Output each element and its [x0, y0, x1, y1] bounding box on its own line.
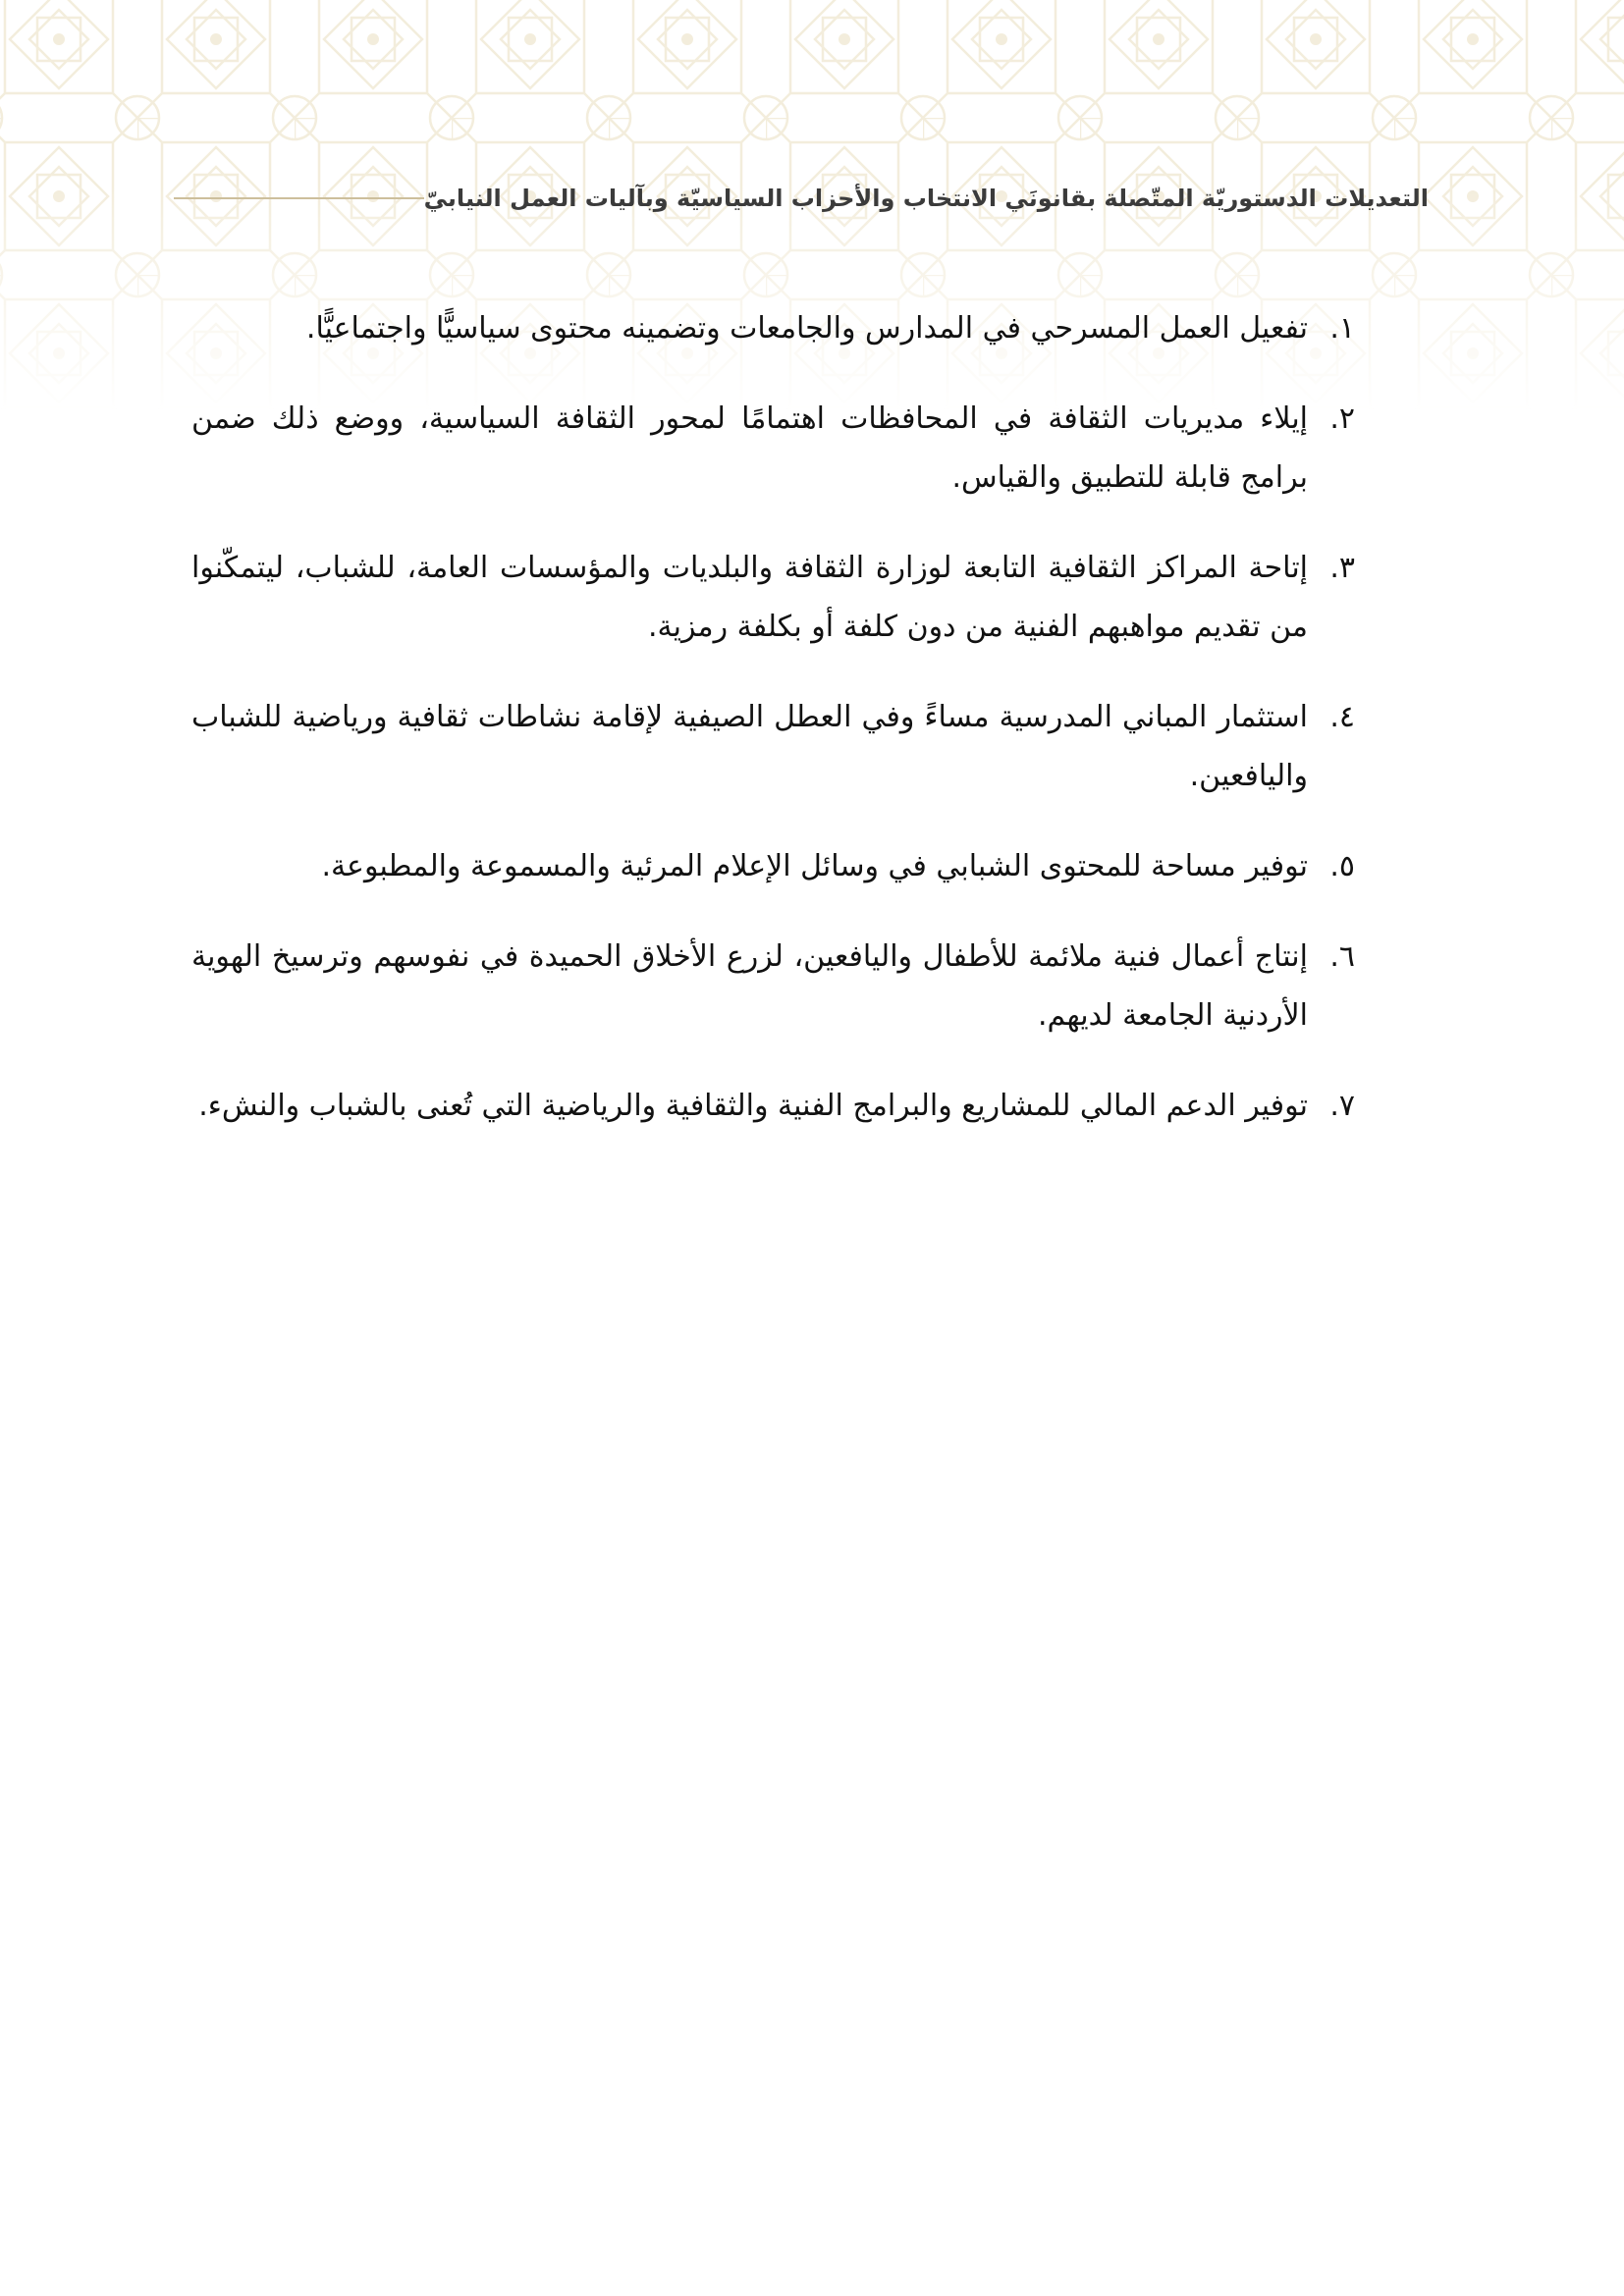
list-item	[191, 928, 1355, 1045]
item-number: ٥.	[1329, 849, 1355, 883]
item-text: إنتاج أعمال فنية ملائمة للأطفال واليافعين، لزرع الأخلاق الحميدة في نفوسهم وترسيخ الهوية الأردنية الجامعة لديهم.	[191, 939, 1308, 1033]
item-text: توفير الدعم المالي للمشاريع والبرامج الفنية والثقافية والرياضية التي تُعنى بالشباب والنشء.	[198, 1089, 1308, 1123]
list-item	[191, 299, 1355, 358]
item-text: توفير مساحة للمحتوى الشبابي في وسائل الإعلام المرئية والمسموعة والمطبوعة.	[321, 849, 1308, 883]
list-item	[191, 837, 1355, 896]
item-number: ٣.	[1329, 551, 1355, 585]
item-text: استثمار المباني المدرسية مساءً وفي العطل الصيفية لإقامة نشاطات ثقافية ورياضية للشباب واليافعين.	[191, 700, 1308, 793]
item-text: تفعيل العمل المسرحي في المدارس والجامعات وتضمينه محتوى سياسيًّا واجتماعيًّا.	[305, 311, 1308, 346]
header-title: التعديلات الدستوريّة المتّصلة بقانونَي الانتخاب والأحزاب السياسيّة وبآليات العمل النيابيّ	[423, 185, 1429, 212]
item-number: ٧.	[1329, 1089, 1355, 1123]
list-item	[191, 390, 1355, 507]
recommendations-list	[191, 299, 1355, 1167]
item-text: إتاحة المراكز الثقافية التابعة لوزارة الثقافة والبلديات والمؤسسات العامة، للشباب، ليتمكّنوا من تقديم مواهبهم الفنية من دون كلفة أو بكلفة رمزية.	[191, 551, 1308, 644]
item-number: ٢.	[1329, 401, 1355, 436]
list-item	[191, 539, 1355, 657]
item-number: ١.	[1329, 311, 1355, 346]
list-item	[191, 688, 1355, 806]
item-text: إيلاء مديريات الثقافة في المحافظات اهتمامًا لمحور الثقافة السياسية، ووضع ذلك ضمن برامج قابلة للتطبيق والقياس.	[191, 401, 1308, 495]
running-header	[191, 177, 1429, 220]
item-number: ٤.	[1329, 700, 1355, 734]
item-number: ٦.	[1329, 939, 1355, 974]
header-rule	[174, 197, 424, 199]
list-item	[191, 1077, 1355, 1136]
